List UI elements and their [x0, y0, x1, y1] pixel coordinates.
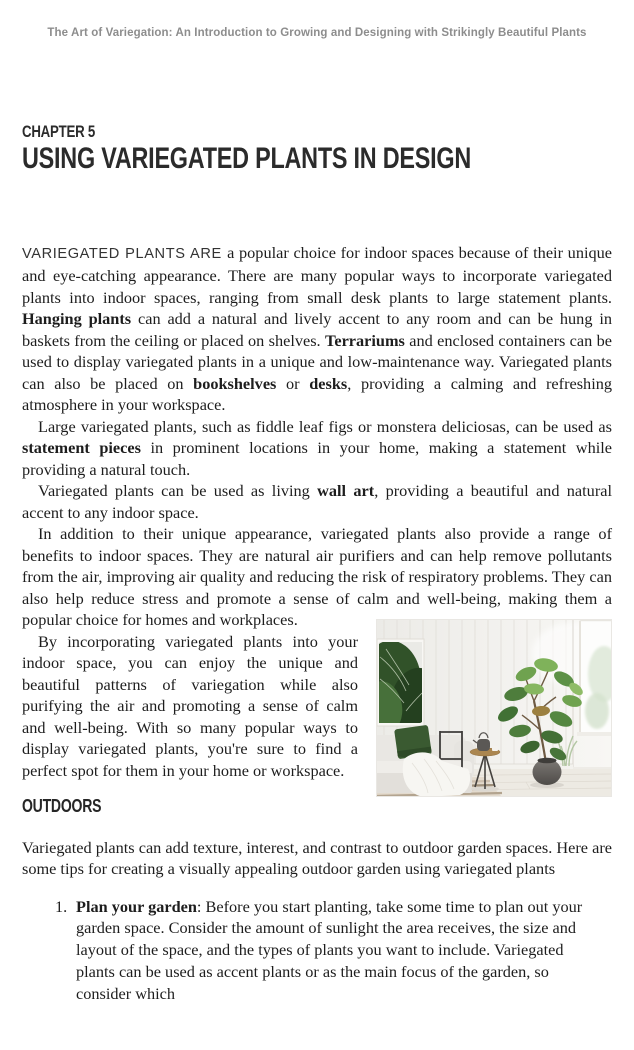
bold-term: statement pieces	[22, 438, 141, 457]
text-segment: a popular choice for indoor spaces because of their unique and eye-catching appearance. There are many popular ways to incorporate variegated plants into indoor spaces, ranging from small desk plants to large statement plants.	[22, 242, 612, 307]
bold-term: wall art	[317, 481, 375, 500]
tips-list	[22, 896, 608, 1005]
chapter-title	[22, 142, 610, 175]
body-paragraph	[22, 523, 612, 631]
body-paragraph	[22, 416, 612, 481]
bold-term: desks	[309, 373, 348, 393]
interior-photo-illustration	[376, 619, 612, 797]
text-segment: Large variegated plants, such as fiddle leaf figs or monstera deliciosas, can be used as	[38, 416, 612, 436]
text-segment: : Before you start planting, take some time to plan out your garden space. Consider the amount of sunlight the area receives, the size and layout of the space, and the types of plants you want to include. Variegated plants can be used as accent plants or as the main focus of the garden, so consider which	[76, 896, 583, 1003]
body-text-column	[22, 242, 612, 782]
running-header: The Art of Variegation: An Introduction to Growing and Designing with Strikingly Beautiful Plants	[47, 27, 587, 39]
text-segment: In addition to their unique appearance, variegated plants also provide a range of benefits to indoor spaces. They are natural air purifiers and can help remove pollutants from the air, improving air quality and reducing the risk of respiratory problems. They can also help reduce stress and promote a sense of calm and well-being, making them a popular choice for homes and workplaces.	[22, 524, 612, 629]
outdoors-intro-paragraph: Variegated plants can add texture, interest, and contrast to outdoor garden spaces. Here are some tips for creating a visually appealing outdoor garden using variegated plants	[22, 837, 612, 878]
chapter-kicker	[22, 123, 610, 142]
body-paragraph	[22, 480, 612, 523]
text-segment: , providing a calming and refreshing atmosphere in your workspace.	[22, 373, 612, 414]
section-heading-outdoors	[22, 797, 610, 817]
text-segment: in prominent locations in your home, making a statement while providing a natural touch.	[22, 438, 612, 479]
bold-term: Hanging plants	[22, 309, 132, 328]
text-segment: and enclosed containers can be used to display variegated plants in a unique and low-maintenance way. Variegated plants can also be placed on	[22, 330, 613, 393]
interior-photo	[376, 619, 612, 797]
bold-term: Plan your garden	[76, 896, 197, 916]
chapter-title-text: USING VARIEGATED PLANTS IN DESIGN	[22, 142, 472, 175]
chapter-heading-block	[22, 123, 610, 174]
lead-in-text: VARIEGATED PLANTS ARE	[22, 245, 228, 262]
text-segment: By incorporating variegated plants into your indoor space, you can enjoy the unique and beautiful patterns of variegation while also purifying the air and promoting a sense of calm and well-being. With so many popular ways to display variegated plants, you're sure to find a perfect spot for them in your home or workspace.	[22, 631, 358, 780]
text-segment: or	[276, 373, 310, 393]
list-item-number: 1.	[55, 896, 68, 916]
list-item	[55, 896, 608, 1005]
chapter-kicker-text: CHAPTER 5	[22, 122, 96, 141]
section-heading-text: OUTDOORS	[22, 795, 102, 816]
text-segment: can add a natural and lively accent to any room and can be hung in baskets from the ceiling or placed on shelves.	[22, 309, 612, 350]
list-item-text	[76, 896, 608, 1005]
text-segment: , providing a beautiful and natural accent to any indoor space.	[22, 481, 612, 522]
bold-term: bookshelves	[193, 373, 277, 393]
text-segment: Variegated plants can be used as living	[38, 481, 318, 500]
body-paragraph	[22, 242, 612, 416]
bold-term: Terrariums	[324, 330, 405, 350]
